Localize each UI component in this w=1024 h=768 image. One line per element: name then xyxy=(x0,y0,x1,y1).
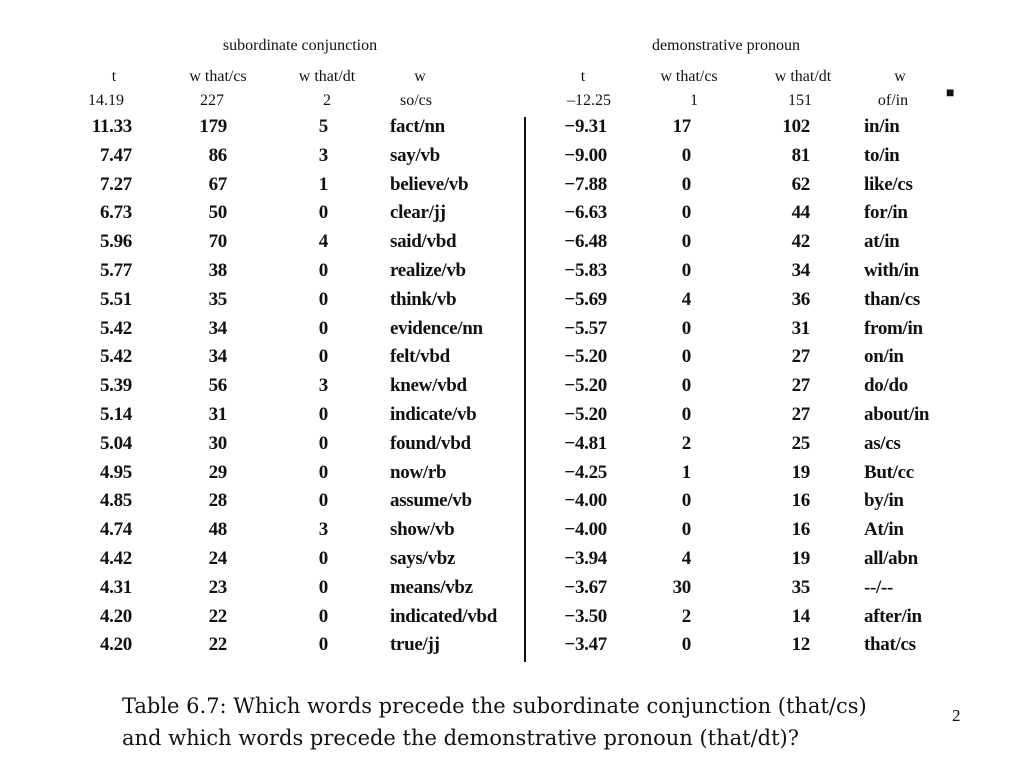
cell-t-right: −4.81 xyxy=(564,432,607,454)
cell-wdt-left: 0 xyxy=(318,432,328,454)
cell-word-left: felt/vbd xyxy=(390,346,450,368)
cell-t-left: 5.96 xyxy=(99,231,132,253)
cell-wdt-right: 16 xyxy=(791,519,810,541)
cell-word-right: --/-- xyxy=(864,576,894,598)
cell-word-left: says/vbz xyxy=(390,548,456,569)
cell-t-right: −6.63 xyxy=(564,202,607,224)
cell-t-left: 7.47 xyxy=(99,144,132,166)
cell-wcs-left: 34 xyxy=(208,317,227,339)
cell-wcs-right: 0 xyxy=(681,317,691,339)
cell-wdt-right: 62 xyxy=(791,173,810,195)
cell-t-left: 5.39 xyxy=(99,375,132,397)
cell-wdt-left: 0 xyxy=(318,288,328,310)
cell-wdt-right: 27 xyxy=(791,375,810,397)
cell-wdt-right: 36 xyxy=(791,288,810,310)
cell-wcs-right: 0 xyxy=(681,375,691,397)
cell-word-right: with/in xyxy=(864,260,919,281)
cell-word-right: from/in xyxy=(864,317,923,339)
cell-t-left: 4.42 xyxy=(99,548,132,569)
cell-t-right: −5.20 xyxy=(564,404,607,425)
column-header-t-left: t xyxy=(111,68,117,85)
column-header-wdt-right: w that/dt xyxy=(774,68,832,85)
cell-wcs-left: 50 xyxy=(208,202,227,224)
cell-wcs-left: 23 xyxy=(208,576,227,598)
cell-wcs-right: 0 xyxy=(681,202,691,224)
cell-word-left: show/vb xyxy=(390,519,455,541)
cell-t-right: −4.00 xyxy=(564,490,607,512)
cell-t-right: −3.50 xyxy=(564,605,607,627)
cell-wcs-right: 0 xyxy=(681,173,691,195)
caption-line-1: Table 6.7: Which words precede the subordinate conjunction (that/cs) xyxy=(122,694,867,718)
cell-wdt-left: 0 xyxy=(318,490,328,512)
cell-wdt-left: 3 xyxy=(318,375,328,397)
corner-mark-icon: ■ xyxy=(946,86,955,101)
cell-word-left: evidence/nn xyxy=(390,317,483,339)
cell-wdt-right: 19 xyxy=(791,548,810,569)
cell-wcs-right: 4 xyxy=(681,288,691,310)
cell-t-right: −7.88 xyxy=(564,173,607,195)
caption-line-2: and which words precede the demonstrative pronoun (that/dt)? xyxy=(122,726,799,750)
cell-wdt-right: 35 xyxy=(791,576,810,598)
cell-t-left: 4.20 xyxy=(99,634,132,656)
cell-wdt-right: 27 xyxy=(791,404,810,425)
cell-wcs-right: 30 xyxy=(672,576,691,598)
cell-word-right: at/in xyxy=(864,231,900,253)
cell-wdt-right: 34 xyxy=(791,260,810,281)
cell-wdt-left: 3 xyxy=(318,144,328,166)
cell-wdt-left: 0 xyxy=(318,461,328,483)
cell-t-right: −6.48 xyxy=(564,231,607,253)
column-header-word-left: w xyxy=(414,68,426,85)
cell-wdt-right: 19 xyxy=(791,461,810,483)
cell-wcs-left: 24 xyxy=(208,548,227,569)
cell-t-left: 11.33 xyxy=(91,116,132,137)
cell-t-left: 5.42 xyxy=(99,346,132,368)
cell-word-left: true/jj xyxy=(390,634,440,656)
cell-wdt-right: 31 xyxy=(791,317,810,339)
cell-t-left: 6.73 xyxy=(99,202,132,224)
cell-wdt-right: 42 xyxy=(791,231,810,253)
cell-wcs-left: 29 xyxy=(208,461,227,483)
cell-word-right: that/cs xyxy=(864,634,916,656)
cell-wcs-right: 0 xyxy=(681,634,691,656)
cell-wdt-left: 0 xyxy=(318,605,328,627)
cell-wdt-left: 0 xyxy=(318,548,328,569)
group-header-subordinate-conjunction: subordinate conjunction xyxy=(222,37,378,54)
cell-wcs-right: 0 xyxy=(681,231,691,253)
cell-word-left: fact/nn xyxy=(390,116,445,137)
cell-word-left: means/vbz xyxy=(390,576,473,598)
cell-wdt-left: 0 xyxy=(318,260,328,281)
cell-wdt-right: 44 xyxy=(791,202,810,224)
cell-word-right: as/cs xyxy=(864,432,901,454)
cell-word-left: found/vbd xyxy=(390,432,471,454)
cell-word-right: like/cs xyxy=(864,173,913,195)
total-word-right: of/in xyxy=(877,92,909,109)
cell-wcs-left: 30 xyxy=(208,432,227,454)
cell-wcs-right: 17 xyxy=(672,116,691,137)
cell-t-right: −9.00 xyxy=(564,144,607,166)
cell-word-left: indicate/vb xyxy=(390,404,477,425)
cell-word-right: to/in xyxy=(864,144,900,166)
cell-t-left: 5.42 xyxy=(99,317,132,339)
cell-t-right: −3.94 xyxy=(564,548,607,569)
cell-wdt-right: 25 xyxy=(791,432,810,454)
column-divider xyxy=(524,117,526,662)
cell-t-left: 4.85 xyxy=(99,490,132,512)
cell-word-left: believe/vb xyxy=(390,173,469,195)
cell-word-right: all/abn xyxy=(864,548,918,569)
table-caption xyxy=(122,690,867,754)
cell-wcs-left: 31 xyxy=(208,404,227,425)
total-wcs-left: 227 xyxy=(200,92,224,109)
cell-wdt-right: 16 xyxy=(791,490,810,512)
cell-wdt-left: 0 xyxy=(318,317,328,339)
page-number: 2 xyxy=(952,706,961,725)
total-wdt-left: 2 xyxy=(323,92,331,109)
cell-wcs-left: 56 xyxy=(208,375,227,397)
cell-wdt-left: 1 xyxy=(318,173,328,195)
cell-wcs-left: 86 xyxy=(208,144,227,166)
column-header-t-right: t xyxy=(580,68,586,85)
cell-wcs-right: 0 xyxy=(681,519,691,541)
cell-wdt-left: 5 xyxy=(318,116,328,137)
column-header-word-right: w xyxy=(894,68,906,85)
total-t-left: 14.19 xyxy=(88,92,124,109)
group-header-demonstrative-pronoun: demonstrative pronoun xyxy=(652,37,800,54)
cell-word-left: say/vb xyxy=(390,144,440,166)
cell-word-right: by/in xyxy=(864,490,904,512)
cell-word-right: But/cc xyxy=(864,461,914,483)
cell-word-left: think/vb xyxy=(390,288,457,310)
column-header-wcs-left: w that/cs xyxy=(189,68,247,85)
cell-t-right: −4.00 xyxy=(564,519,607,541)
cell-t-right: −5.20 xyxy=(564,346,607,368)
cell-word-left: realize/vb xyxy=(390,260,466,281)
cell-t-left: 4.95 xyxy=(99,461,132,483)
cell-wcs-right: 0 xyxy=(681,404,691,425)
cell-t-left: 4.20 xyxy=(99,605,132,627)
column-header-wcs-right: w that/cs xyxy=(660,68,718,85)
cell-wdt-left: 4 xyxy=(318,231,328,253)
cell-wdt-right: 27 xyxy=(791,346,810,368)
cell-wcs-right: 0 xyxy=(681,490,691,512)
cell-t-left: 5.04 xyxy=(99,432,132,454)
column-header-wdt-left: w that/dt xyxy=(298,68,356,85)
cell-wdt-left: 0 xyxy=(318,576,328,598)
total-wcs-right: 1 xyxy=(690,92,698,109)
total-word-left: so/cs xyxy=(400,92,432,109)
cell-t-left: 7.27 xyxy=(99,173,132,195)
cell-wcs-left: 22 xyxy=(208,605,227,627)
cell-t-right: −3.47 xyxy=(564,634,607,656)
cell-t-left: 5.14 xyxy=(99,404,132,425)
cell-t-right: −5.83 xyxy=(564,260,607,281)
cell-word-left: knew/vbd xyxy=(390,375,467,397)
cell-word-left: indicated/vbd xyxy=(390,605,497,627)
cell-wcs-right: 0 xyxy=(681,346,691,368)
cell-wcs-left: 48 xyxy=(208,519,227,541)
cell-wdt-right: 81 xyxy=(791,144,810,166)
cell-word-right: for/in xyxy=(864,202,908,224)
cell-t-right: −5.20 xyxy=(564,375,607,397)
cell-wdt-left: 3 xyxy=(318,519,328,541)
cell-word-left: assume/vb xyxy=(390,490,472,512)
cell-word-left: now/rb xyxy=(390,461,447,483)
cell-wdt-left: 0 xyxy=(318,404,328,425)
cell-word-left: said/vbd xyxy=(390,231,457,253)
cell-t-right: −3.67 xyxy=(564,576,607,598)
total-wdt-right: 151 xyxy=(788,92,812,109)
cell-wdt-left: 0 xyxy=(318,634,328,656)
cell-word-right: on/in xyxy=(864,346,904,368)
cell-wdt-right: 12 xyxy=(791,634,810,656)
cell-wcs-right: 0 xyxy=(681,260,691,281)
cell-word-right: about/in xyxy=(864,404,930,425)
cell-t-left: 5.51 xyxy=(99,288,132,310)
cell-wcs-right: 0 xyxy=(681,144,691,166)
cell-word-right: do/do xyxy=(864,375,908,397)
cell-t-right: −9.31 xyxy=(564,116,607,137)
cell-wcs-left: 22 xyxy=(208,634,227,656)
cell-wcs-right: 2 xyxy=(681,605,691,627)
cell-word-right: than/cs xyxy=(864,288,920,310)
cell-wdt-right: 102 xyxy=(782,116,810,137)
cell-wdt-right: 14 xyxy=(791,605,810,627)
cell-t-left: 4.31 xyxy=(99,576,132,598)
cell-word-right: in/in xyxy=(864,116,900,137)
cell-wcs-right: 1 xyxy=(681,461,691,483)
cell-word-right: after/in xyxy=(864,605,922,627)
cell-wcs-right: 2 xyxy=(681,432,691,454)
cell-t-right: −5.57 xyxy=(564,317,607,339)
cell-wcs-left: 70 xyxy=(208,231,227,253)
cell-t-left: 4.74 xyxy=(99,519,132,541)
cell-t-right: −4.25 xyxy=(564,461,607,483)
cell-wcs-left: 28 xyxy=(208,490,227,512)
cell-word-right: At/in xyxy=(864,519,904,541)
cell-t-left: 5.77 xyxy=(99,260,132,281)
cell-wcs-right: 4 xyxy=(681,548,691,569)
cell-wdt-left: 0 xyxy=(318,202,328,224)
cell-t-right: −5.69 xyxy=(564,288,607,310)
cell-wcs-left: 35 xyxy=(208,288,227,310)
cell-wcs-left: 38 xyxy=(208,260,227,281)
cell-wcs-left: 67 xyxy=(208,173,227,195)
cell-wcs-left: 34 xyxy=(208,346,227,368)
cell-wdt-left: 0 xyxy=(318,346,328,368)
total-t-right: –12.25 xyxy=(567,92,611,109)
cell-wcs-left: 179 xyxy=(199,116,227,137)
cell-word-left: clear/jj xyxy=(390,202,446,224)
